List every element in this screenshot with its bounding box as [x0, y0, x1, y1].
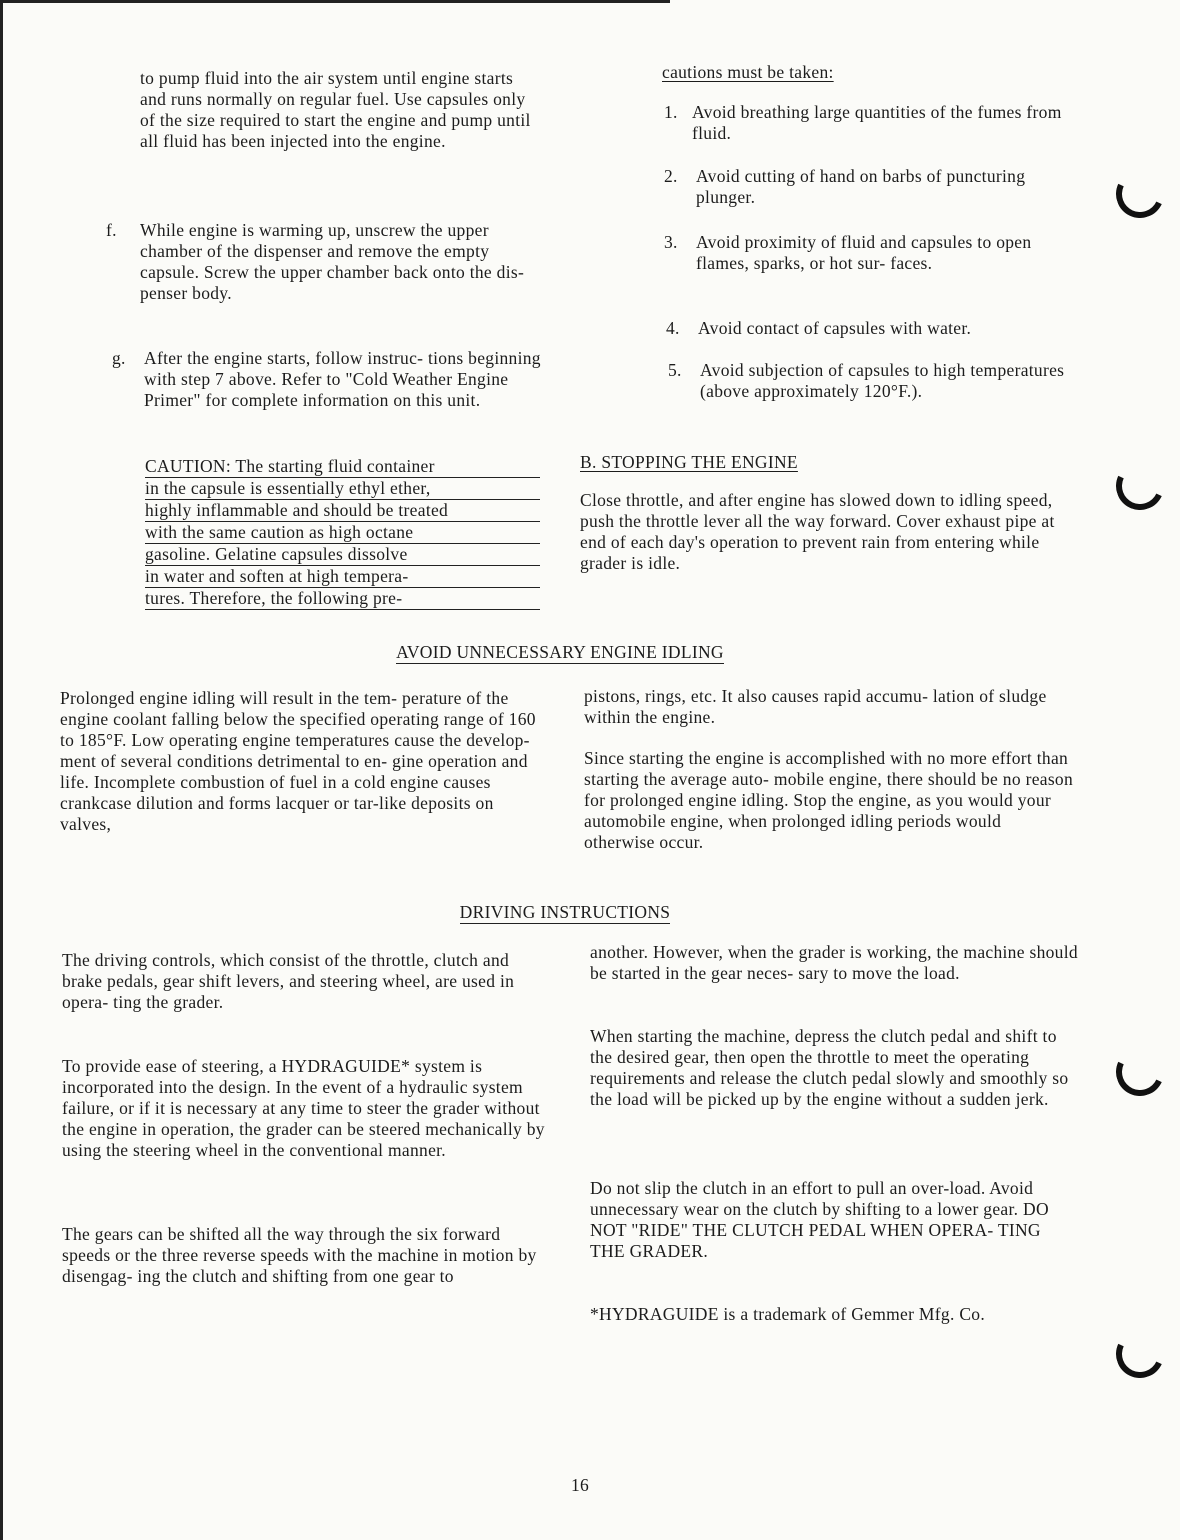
idling-heading: [300, 642, 820, 663]
driving-left-paragraph-2: To provide ease of steering, a HYDRAGUIDE* system is incorporated into the design. In the event of a hydraulic system failure, or if it is necessary at any time to steer the grader without the engine in operation, the grader can be steered mechanically by using the steering wheel in the conventional manner.: [62, 1056, 545, 1160]
driving-left-paragraph-3: The gears can be shifted all the way through the six forward speeds or the three reverse speeds with the machine in motion by disengag- ing the clutch and shifting from one gear to: [62, 1224, 537, 1286]
caution-line: gasoline. Gelatine capsules dissolve: [145, 544, 540, 566]
driving-right-paragraph-3: Do not slip the clutch in an effort to pull an over-load. Avoid unnecessary wear on the clutch by shifting to a lower gear. DO NOT "RIDE" THE CLUTCH PEDAL WHEN OPERA- TING THE GRADER.: [590, 1178, 1049, 1261]
step-g: [112, 348, 542, 411]
driving-right-paragraph-1: another. However, when the grader is working, the machine should be started in the gear neces- sary to move the load.: [590, 942, 1078, 983]
idling-right-paragraph-2: Since starting the engine is accomplished with no more effort than starting the average auto- mobile engine, there should be no reason for prolonged engine idling. Stop the engine, as you would your automobile engine, when prolonged idling periods would otherwise occur.: [584, 748, 1074, 852]
caution-item-text: Avoid contact of capsules with water.: [698, 318, 972, 338]
caution-item-4: [666, 318, 1076, 339]
left-border-line: [0, 0, 3, 1540]
punch-hole-4: [1109, 1323, 1171, 1385]
step-f-label: f.: [106, 220, 117, 240]
caution-item-2: [664, 166, 1074, 208]
top-border-line: [0, 0, 670, 3]
caution-item-5: [668, 360, 1078, 402]
stopping-heading: B. STOPPING THE ENGINE: [580, 452, 798, 472]
caution-item-text: Avoid breathing large quantities of the fumes from fluid.: [692, 102, 1062, 143]
step-f: [106, 220, 536, 304]
caution-item-1: [664, 102, 1074, 144]
caution-item-number: 1.: [664, 102, 678, 122]
caution-line: with the same caution as high octane: [145, 522, 540, 544]
caution-item-3: [664, 232, 1074, 274]
caution-item-text: Avoid proximity of fluid and capsules to open flames, sparks, or hot sur- faces.: [696, 232, 1032, 273]
caution-item-number: 5.: [668, 360, 682, 380]
caution-line: in water and soften at high tempera-: [145, 566, 540, 588]
caution-item-text: Avoid subjection of capsules to high temperatures (above approximately 120°F.).: [700, 360, 1065, 401]
driving-heading-text: DRIVING INSTRUCTIONS: [459, 902, 671, 922]
driving-right-paragraph-2: When starting the machine, depress the clutch pedal and shift to the desired gear, then open the throttle to meet the operating requirements and release the clutch pedal slowly and smoothly so the load will be picked up by the engine without a sudden jerk.: [590, 1026, 1069, 1109]
driving-left-paragraph-1: The driving controls, which consist of the throttle, clutch and brake pedals, gear shift levers, and steering wheel, are used in opera- ting the grader.: [62, 950, 515, 1012]
step-f-text: While engine is warming up, unscrew the upper chamber of the dispenser and remove the empty capsule. Screw the upper chamber back onto the dis- penser body.: [140, 220, 525, 303]
cautions-intro: cautions must be taken:: [662, 62, 834, 82]
caution-item-text: Avoid cutting of hand on barbs of puncturing plunger.: [696, 166, 1026, 207]
idling-heading-text: AVOID UNNECESSARY ENGINE IDLING: [396, 642, 724, 662]
caution-block: [145, 456, 540, 610]
punch-hole-3: [1109, 1041, 1171, 1103]
punch-hole-1: [1109, 163, 1171, 225]
stopping-paragraph: Close throttle, and after engine has slowed down to idling speed, push the throttle lever all the way forward. Cover exhaust pipe at end of each day's operation to prevent rain from entering while grader is idle.: [580, 490, 1055, 573]
idling-left-paragraph: Prolonged engine idling will result in the tem- perature of the engine coolant falling below the specified operating range of 160 to 185°F. Low operating engine temperatures cause the develop- ment of several conditions detrimental to en- gine operation and life. Incomplete combustion of fuel in a cold engine causes crankcase dilution and forms lacquer or tar-like deposits on valves,: [60, 688, 536, 834]
caution-line: in the capsule is essentially ethyl ether,: [145, 478, 540, 500]
caution-line: highly inflammable and should be treated: [145, 500, 540, 522]
punch-hole-2: [1109, 455, 1171, 517]
caution-item-number: 3.: [664, 232, 678, 252]
caution-line: tures. Therefore, the following pre-: [145, 588, 540, 610]
idling-right-paragraph-1: pistons, rings, etc. It also causes rapid accumu- lation of sludge within the engine.: [584, 686, 1047, 727]
caution-line: CAUTION: The starting fluid container: [145, 456, 540, 478]
caution-item-number: 2.: [664, 166, 678, 186]
caution-item-number: 4.: [666, 318, 680, 338]
page-number: 16: [570, 1475, 590, 1495]
step-g-text: After the engine starts, follow instruc- tions beginning with step 7 above. Refer to "Cold Weather Engine Primer" for complete information on this unit.: [144, 348, 541, 410]
step-g-label: g.: [112, 348, 126, 368]
continued-paragraph: to pump fluid into the air system until engine starts and runs normally on regular fuel. Use capsules only of the size required to start the engine and pump until all fluid has been injected into the engine.: [140, 68, 531, 151]
driving-heading: [380, 902, 750, 923]
footnote: *HYDRAGUIDE is a trademark of Gemmer Mfg. Co.: [590, 1304, 986, 1324]
